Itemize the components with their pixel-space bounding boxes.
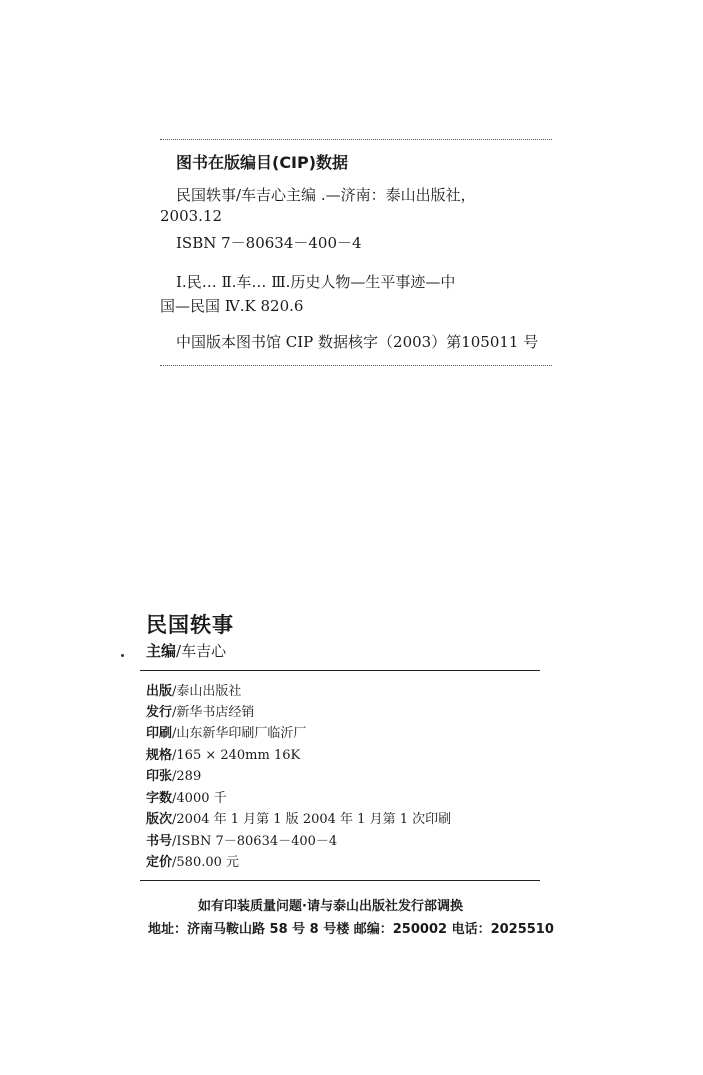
book-editor (146, 640, 226, 661)
detail-row: 版次/2004 年 1 月第 1 版 2004 年 1 月第 1 次印刷 (146, 812, 452, 827)
detail-row: 出版/泰山出版社 (146, 684, 242, 699)
cip-heading: 图书在版编目(CIP)数据 (176, 153, 349, 172)
detail-row: 书号/ISBN 7－80634－400－4 (146, 834, 338, 849)
cip-isbn: ISBN 7－80634－400－4 (176, 234, 362, 252)
detail-row: 定价/580.00 元 (146, 855, 240, 870)
editor-value: /车吉心 (176, 642, 227, 660)
publisher-address: 地址：济南马鞍山路 58 号 8 号楼 邮编：250002 电话：2025510 (148, 922, 554, 937)
cip-record-number: 中国版本图书馆 CIP 数据核字（2003）第105011 号 (176, 333, 539, 351)
editor-key: 主编 (146, 642, 177, 660)
cip-line-1: 民国轶事/车吉心主编 .—济南：泰山出版社， (176, 186, 476, 204)
detail-row: 字数/4000 千 (146, 791, 227, 806)
book-title: 民国轶事 (146, 613, 234, 637)
cip-line-2: 2003.12 (160, 207, 223, 225)
details-top-rule (140, 670, 540, 671)
detail-row: 印张/289 (146, 769, 202, 784)
cip-classification-2: 国—民国 Ⅳ.K 820.6 (160, 297, 304, 315)
cip-top-divider (160, 139, 552, 140)
cip-bottom-divider (160, 365, 552, 366)
stray-mark (121, 654, 124, 657)
detail-row: 印刷/山东新华印刷厂临沂厂 (146, 726, 307, 741)
detail-row: 发行/新华书店经销 (146, 705, 255, 720)
details-bottom-rule (140, 880, 540, 881)
quality-notice: 如有印装质量问题·请与泰山出版社发行部调换 (198, 899, 463, 914)
detail-row: 规格/165 × 240mm 16K (146, 748, 301, 763)
cip-classification-1: Ⅰ.民… Ⅱ.车… Ⅲ.历史人物—生平事迹—中 (176, 273, 456, 291)
